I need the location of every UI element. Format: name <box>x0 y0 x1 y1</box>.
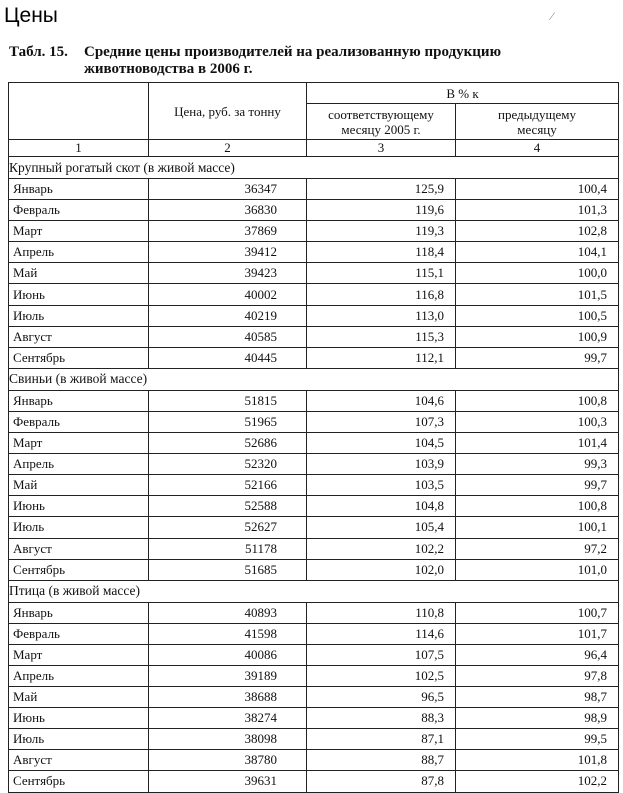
table-row <box>9 411 619 432</box>
month-cell: Февраль <box>9 623 149 644</box>
mom-cell: 100,5 <box>456 305 619 326</box>
mom-cell: 101,5 <box>456 284 619 305</box>
price-cell: 38688 <box>149 687 307 708</box>
month-cell: Июль <box>9 729 149 750</box>
price-cell: 51685 <box>149 559 307 580</box>
table-title-line2: животноводства в 2006 г. <box>84 61 253 77</box>
col-number: 4 <box>456 140 619 157</box>
table-row <box>9 771 619 792</box>
price-cell: 38780 <box>149 750 307 771</box>
mom-cell: 97,2 <box>456 538 619 559</box>
table-caption <box>9 44 609 78</box>
yoy-cell: 116,8 <box>307 284 456 305</box>
mom-cell: 102,8 <box>456 221 619 242</box>
yoy-cell: 113,0 <box>307 305 456 326</box>
price-cell: 41598 <box>149 623 307 644</box>
yoy-cell: 88,7 <box>307 750 456 771</box>
price-cell: 51178 <box>149 538 307 559</box>
yoy-cell: 104,8 <box>307 496 456 517</box>
price-cell: 40219 <box>149 305 307 326</box>
month-cell: Май <box>9 475 149 496</box>
yoy-cell: 102,2 <box>307 538 456 559</box>
month-cell: Май <box>9 687 149 708</box>
month-cell: Август <box>9 326 149 347</box>
month-cell: Август <box>9 538 149 559</box>
mom-cell: 98,7 <box>456 687 619 708</box>
price-cell: 36347 <box>149 179 307 200</box>
yoy-cell: 115,3 <box>307 326 456 347</box>
month-cell: Июнь <box>9 708 149 729</box>
yoy-cell: 114,6 <box>307 623 456 644</box>
yoy-cell: 103,5 <box>307 475 456 496</box>
price-cell: 37869 <box>149 221 307 242</box>
month-cell: Апрель <box>9 454 149 475</box>
col-number: 2 <box>149 140 307 157</box>
table-row <box>9 496 619 517</box>
mom-cell: 96,4 <box>456 644 619 665</box>
price-cell: 40445 <box>149 347 307 368</box>
month-cell: Июль <box>9 305 149 326</box>
yoy-cell: 102,0 <box>307 559 456 580</box>
yoy-cell: 105,4 <box>307 517 456 538</box>
yoy-cell: 102,5 <box>307 665 456 686</box>
month-cell: Август <box>9 750 149 771</box>
yoy-cell: 110,8 <box>307 602 456 623</box>
mom-cell: 100,1 <box>456 517 619 538</box>
col-number: 3 <box>307 140 456 157</box>
month-cell: Март <box>9 644 149 665</box>
table-row <box>9 433 619 454</box>
yoy-cell: 125,9 <box>307 179 456 200</box>
mom-cell: 99,5 <box>456 729 619 750</box>
price-cell: 40893 <box>149 602 307 623</box>
price-cell: 39423 <box>149 263 307 284</box>
yoy-cell: 112,1 <box>307 347 456 368</box>
month-cell: Сентябрь <box>9 347 149 368</box>
mom-cell: 100,7 <box>456 602 619 623</box>
table-row <box>9 750 619 771</box>
mom-cell: 101,0 <box>456 559 619 580</box>
page-title: Цены <box>4 4 58 27</box>
table-row <box>9 517 619 538</box>
scribble-mark: ⁄ <box>551 9 554 23</box>
header-blank-cell <box>9 83 149 140</box>
price-cell: 39189 <box>149 665 307 686</box>
month-cell: Сентябрь <box>9 559 149 580</box>
mom-cell: 101,4 <box>456 433 619 454</box>
price-cell: 40002 <box>149 284 307 305</box>
table-row <box>9 475 619 496</box>
header-price: Цена, руб. за тонну <box>149 83 307 140</box>
price-cell: 52686 <box>149 433 307 454</box>
price-cell: 52166 <box>149 475 307 496</box>
yoy-cell: 87,1 <box>307 729 456 750</box>
price-cell: 51965 <box>149 411 307 432</box>
price-table <box>8 82 619 793</box>
mom-cell: 101,7 <box>456 623 619 644</box>
table-row <box>9 242 619 263</box>
table-row <box>9 623 619 644</box>
table-row <box>9 708 619 729</box>
month-cell: Июнь <box>9 284 149 305</box>
yoy-cell: 104,5 <box>307 433 456 454</box>
group-title: Птица (в живой массе) <box>9 580 619 602</box>
table-row <box>9 687 619 708</box>
yoy-cell: 87,8 <box>307 771 456 792</box>
yoy-cell: 103,9 <box>307 454 456 475</box>
price-cell: 36830 <box>149 200 307 221</box>
price-cell: 39412 <box>149 242 307 263</box>
price-cell: 40086 <box>149 644 307 665</box>
price-cell: 38274 <box>149 708 307 729</box>
mom-cell: 101,3 <box>456 200 619 221</box>
table-row <box>9 665 619 686</box>
col-number: 1 <box>9 140 149 157</box>
month-cell: Февраль <box>9 200 149 221</box>
yoy-cell: 96,5 <box>307 687 456 708</box>
mom-cell: 100,8 <box>456 496 619 517</box>
month-cell: Май <box>9 263 149 284</box>
mom-cell: 100,9 <box>456 326 619 347</box>
month-cell: Январь <box>9 602 149 623</box>
month-cell: Июль <box>9 517 149 538</box>
price-cell: 39631 <box>149 771 307 792</box>
table-label: Табл. 15. <box>9 44 68 60</box>
mom-cell: 99,7 <box>456 347 619 368</box>
header-prev-month: предыдущему месяцу <box>456 104 619 140</box>
table-row <box>9 179 619 200</box>
yoy-cell: 119,3 <box>307 221 456 242</box>
price-cell: 40585 <box>149 326 307 347</box>
month-cell: Январь <box>9 390 149 411</box>
yoy-cell: 118,4 <box>307 242 456 263</box>
table-row <box>9 305 619 326</box>
table-row <box>9 559 619 580</box>
header-prev-year: соответствующему месяцу 2005 г. <box>307 104 456 140</box>
mom-cell: 99,7 <box>456 475 619 496</box>
table-row <box>9 602 619 623</box>
mom-cell: 100,4 <box>456 179 619 200</box>
table-row <box>9 284 619 305</box>
table-row <box>9 729 619 750</box>
price-cell: 51815 <box>149 390 307 411</box>
table-row <box>9 326 619 347</box>
mom-cell: 98,9 <box>456 708 619 729</box>
month-cell: Сентябрь <box>9 771 149 792</box>
month-cell: Июнь <box>9 496 149 517</box>
month-cell: Январь <box>9 179 149 200</box>
yoy-cell: 88,3 <box>307 708 456 729</box>
table-row <box>9 200 619 221</box>
yoy-cell: 107,3 <box>307 411 456 432</box>
table-row <box>9 390 619 411</box>
mom-cell: 97,8 <box>456 665 619 686</box>
month-cell: Март <box>9 221 149 242</box>
month-cell: Март <box>9 433 149 454</box>
header-pct-group: В % к <box>307 83 619 104</box>
price-cell: 52588 <box>149 496 307 517</box>
yoy-cell: 107,5 <box>307 644 456 665</box>
month-cell: Апрель <box>9 242 149 263</box>
table-row <box>9 454 619 475</box>
table-row <box>9 347 619 368</box>
month-cell: Февраль <box>9 411 149 432</box>
month-cell: Апрель <box>9 665 149 686</box>
mom-cell: 99,3 <box>456 454 619 475</box>
mom-cell: 100,8 <box>456 390 619 411</box>
table-row <box>9 221 619 242</box>
mom-cell: 104,1 <box>456 242 619 263</box>
table-row <box>9 644 619 665</box>
mom-cell: 102,2 <box>456 771 619 792</box>
group-title: Свиньи (в живой массе) <box>9 368 619 390</box>
group-title: Крупный рогатый скот (в живой массе) <box>9 157 619 179</box>
mom-cell: 101,8 <box>456 750 619 771</box>
yoy-cell: 104,6 <box>307 390 456 411</box>
table-row <box>9 538 619 559</box>
price-cell: 52627 <box>149 517 307 538</box>
price-cell: 38098 <box>149 729 307 750</box>
yoy-cell: 119,6 <box>307 200 456 221</box>
price-cell: 52320 <box>149 454 307 475</box>
table-row <box>9 263 619 284</box>
table-title-line1: Средние цены производителей на реализованную продукцию <box>84 44 502 60</box>
mom-cell: 100,0 <box>456 263 619 284</box>
mom-cell: 100,3 <box>456 411 619 432</box>
yoy-cell: 115,1 <box>307 263 456 284</box>
